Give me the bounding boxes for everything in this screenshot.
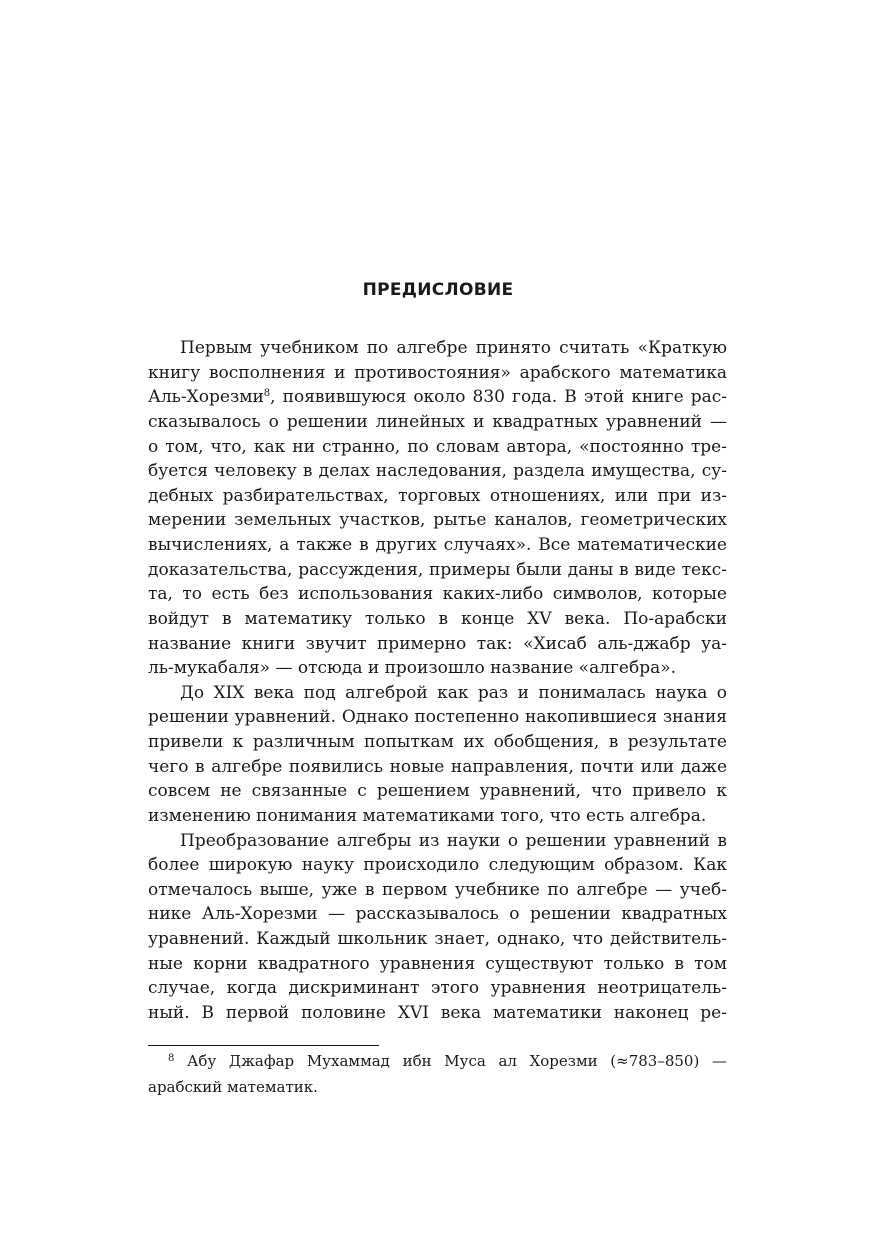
text-fragment: Аль-Хорезми [148, 387, 264, 407]
text-line: нике Аль-Хорезми — рассказывалось о решении квадратных [148, 904, 727, 924]
footnote-mark: 8 [168, 1053, 175, 1064]
text-line: буется человеку в делах наследования, раздела имущества, су- [148, 461, 727, 481]
text-fragment: Абу Джафар Мухаммад ибн Муса ал Хорезми (≈783–850) — [187, 1052, 727, 1070]
text-line: До XIX века под алгеброй как раз и понималась наука о [180, 683, 727, 703]
text-line: совсем не связанные с решением уравнений, что привело к [148, 781, 727, 801]
text-line: Первым учебником по алгебре принято считать «Краткую [180, 338, 727, 358]
text-line: Преобразование алгебры из науки о решении уравнений в [180, 831, 727, 851]
text-line [148, 385, 727, 410]
text-line: о том, что, как ни странно, по словам автора, «постоянно тре- [148, 437, 727, 457]
text-line: книгу восполнения и противостояния» арабского математика [148, 363, 727, 383]
text-line: чего в алгебре появились новые направления, почти или даже [148, 757, 727, 777]
text-line: ль-мукабаля» — отсюда и произошло название «алгебра». [148, 658, 677, 678]
text-line: случае, когда дискриминант этого уравнения неотрицатель- [148, 978, 727, 998]
text-line: войдут в математику только в конце XV века. По-арабски [148, 609, 727, 629]
footnote-line: арабский математик. [148, 1078, 318, 1096]
text-line: более широкую науку происходило следующим образом. Как [148, 855, 727, 875]
text-line: название книги звучит примерно так: «Хисаб аль-джабр уа- [148, 634, 727, 654]
text-fragment: , появившуюся около 830 года. В этой книге рас- [270, 387, 727, 407]
text-line: изменению понимания математиками того, что есть алгебра. [148, 806, 707, 826]
text-line: дебных разбирательствах, торговых отношениях, или при из- [148, 486, 727, 506]
text-line: привели к различным попыткам их обобщения, в результате [148, 732, 727, 752]
text-line: решении уравнений. Однако постепенно накопившиеся знания [148, 707, 727, 727]
page-title: ПРЕДИСЛОВИЕ [362, 280, 514, 300]
text-line: уравнений. Каждый школьник знает, однако, что действитель- [148, 929, 727, 949]
footnote-line [168, 1048, 727, 1074]
text-line: отмечалось выше, уже в первом учебнике по алгебре — учеб- [148, 880, 727, 900]
footnote-rule [148, 1045, 379, 1046]
text-line: вычислениях, а также в других случаях». Все математические [148, 535, 727, 555]
text-line: мерении земельных участков, рытье каналов, геометрических [148, 510, 727, 530]
text-line: доказательства, рассуждения, примеры были даны в виде текс- [148, 560, 727, 580]
footnote-reference[interactable]: 8 [263, 388, 271, 399]
text-line: сказывалось о решении линейных и квадратных уравнений — [148, 412, 727, 432]
text-line: ный. В первой половине XVI века математики наконец ре- [148, 1003, 727, 1023]
text-line: та, то есть без использования каких-либо символов, которые [148, 584, 727, 604]
text-line: ные корни квадратного уравнения существуют только в том [148, 954, 727, 974]
